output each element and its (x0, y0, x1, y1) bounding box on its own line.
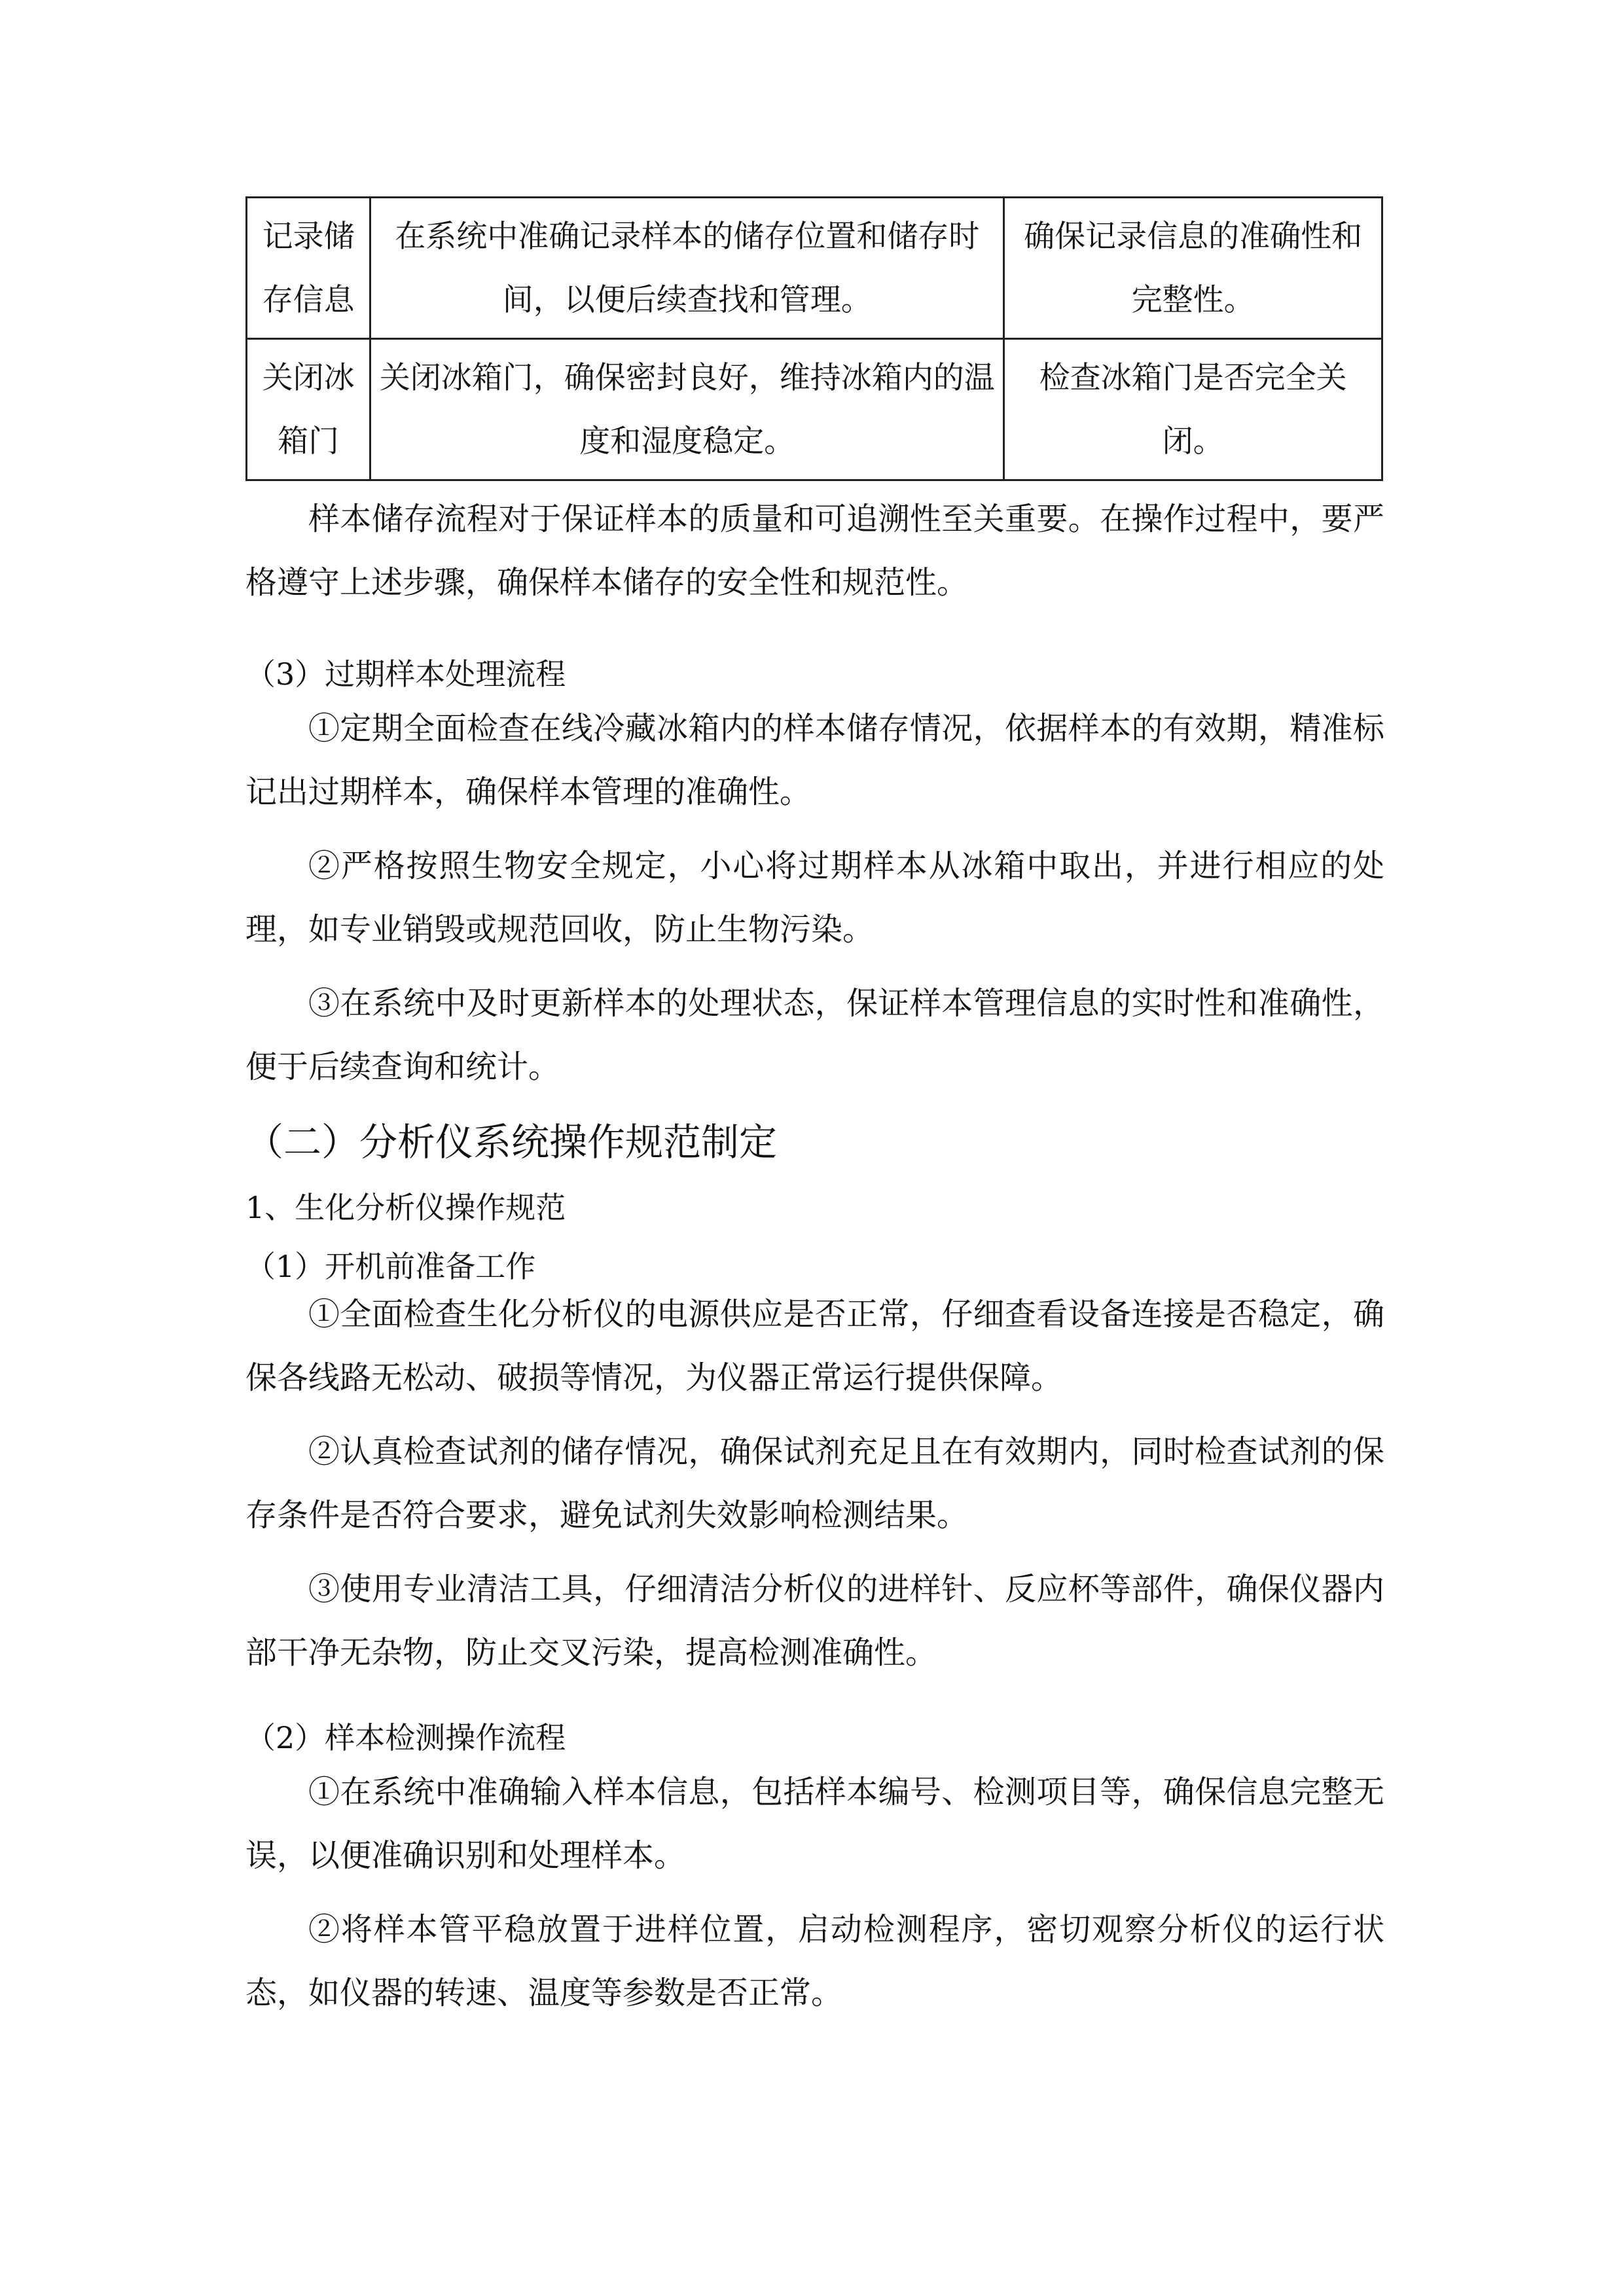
section-heading: （二）分析仪系统操作规范制定 (245, 1120, 778, 1164)
table-cell-description: 在系统中准确记录样本的储存位置和储存时间，以便后续查找和管理。 (370, 198, 1004, 339)
table-cell-step: 记录储存信息 (247, 198, 370, 339)
expired-step-2: ②严格按照生物安全规定，小心将过期样本从冰箱中取出，并进行相应的处理，如专业销毁或规范回收，防止生物污染。 (245, 848, 1384, 948)
prep-step-3: ③使用专业清洁工具，仔细清洁分析仪的进样针、反应杯等部件，确保仪器内部干净无杂物，防止交叉污染，提高检测准确性。 (245, 1571, 1384, 1671)
table-cell-description: 关闭冰箱门，确保密封良好，维持冰箱内的温度和湿度稳定。 (370, 339, 1004, 480)
subsection-heading: 1、生化分析仪操作规范 (245, 1190, 566, 1225)
prep-work-title: （1）开机前准备工作 (245, 1249, 536, 1284)
expired-step-3: ③在系统中及时更新样本的处理状态，保证样本管理信息的实时性和准确性，便于后续查询和统计。 (245, 985, 1384, 1085)
prep-step-1: ①全面检查生化分析仪的电源供应是否正常，仔细查看设备连接是否稳定，确保各线路无松动、破损等情况，为仪器正常运行提供保障。 (245, 1296, 1384, 1396)
expired-process-title: （3）过期样本处理流程 (245, 656, 566, 692)
storage-steps-table (245, 196, 1383, 481)
expired-step-1: ①定期全面检查在线冷藏冰箱内的样本储存情况，依据样本的有效期，精准标记出过期样本，确保样本管理的准确性。 (245, 710, 1384, 810)
table-cell-requirement: 确保记录信息的准确性和完整性。 (1004, 198, 1382, 339)
prep-step-2: ②认真检查试剂的储存情况，确保试剂充足且在有效期内，同时检查试剂的保存条件是否符合要求，避免试剂失效影响检测结果。 (245, 1433, 1384, 1534)
table-row (247, 198, 1382, 339)
detection-process-title: （2）样本检测操作流程 (245, 1720, 566, 1755)
table-cell-step: 关闭冰箱门 (247, 339, 370, 480)
detection-step-2: ②将样本管平稳放置于进样位置，启动检测程序，密切观察分析仪的运行状态，如仪器的转速、温度等参数是否正常。 (245, 1911, 1384, 2011)
table-cell-requirement: 检查冰箱门是否完全关闭。 (1004, 339, 1382, 480)
detection-step-1: ①在系统中准确输入样本信息，包括样本编号、检测项目等，确保信息完整无误，以便准确识别和处理样本。 (245, 1774, 1384, 1874)
table-row (247, 339, 1382, 480)
storage-summary-paragraph: 样本储存流程对于保证样本的质量和可追溯性至关重要。在操作过程中，要严格遵守上述步骤，确保样本储存的安全性和规范性。 (245, 501, 1384, 601)
